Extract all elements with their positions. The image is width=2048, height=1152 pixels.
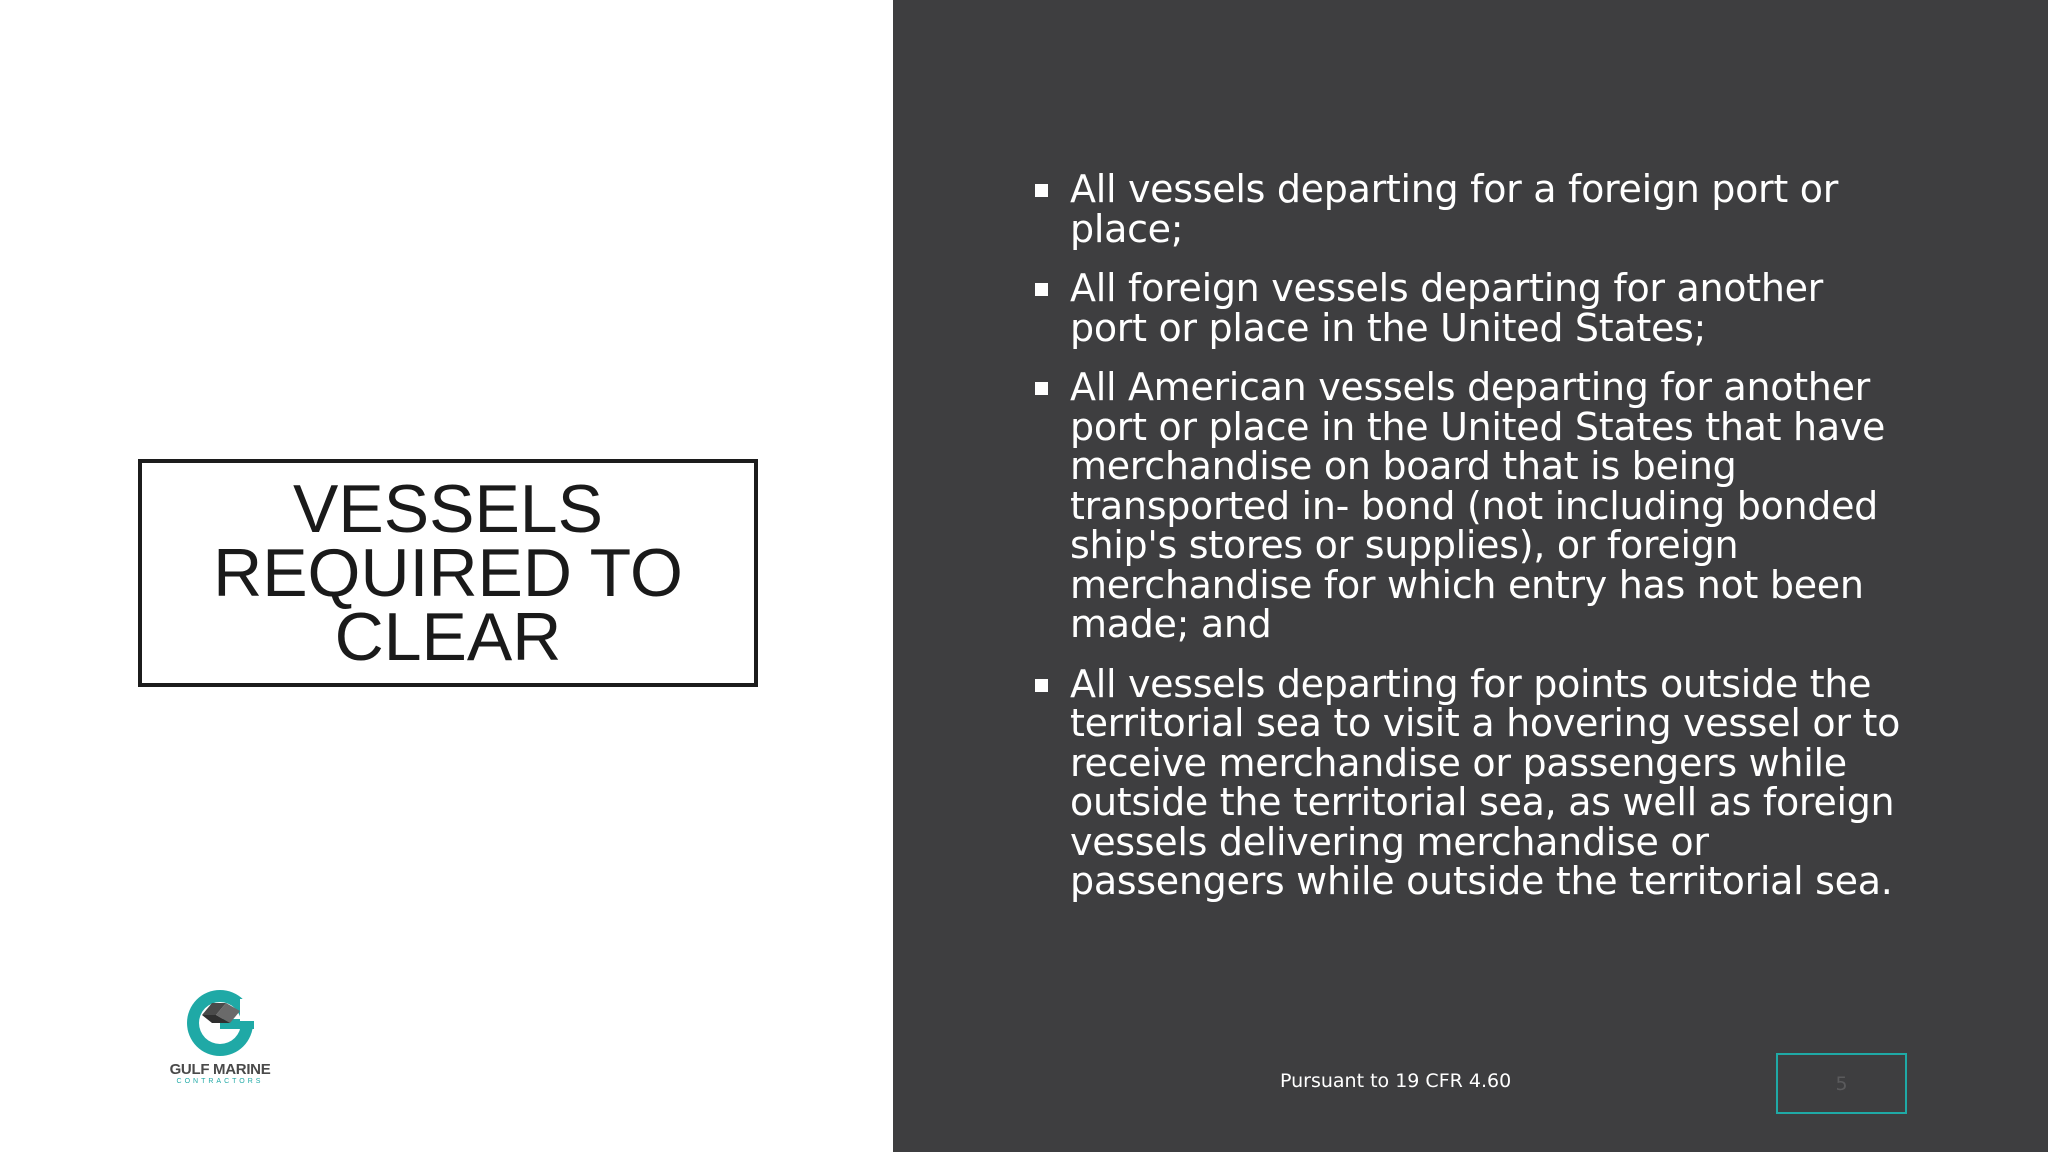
square-bullet-icon	[1035, 679, 1048, 692]
footer-citation: Pursuant to 19 CFR 4.60	[1280, 1070, 1512, 1092]
bullet-text: All vessels departing for a foreign port or place;	[1070, 167, 1839, 251]
gulf-marine-logo-icon	[160, 985, 280, 1061]
bullet-item	[1030, 661, 1910, 903]
page-number: 5	[1776, 1053, 1907, 1114]
bullet-text: All vessels departing for points outside the territorial sea to visit a hovering vessel or to receive merchandise or passengers while outside the territorial sea, as well as foreign vessels delivering merchandise or passengers while outside the territorial sea.	[1070, 661, 1901, 903]
bullet-list	[1030, 167, 1910, 922]
slide-title: VESSELS REQUIRED TO CLEAR	[213, 471, 683, 675]
bullet-item	[1030, 365, 1910, 646]
square-bullet-icon	[1035, 382, 1048, 395]
bullet-text: All American vessels departing for another port or place in the United States that have merchandise on board that is being transported in- bond (not including bonded ship's stores or supplies), or foreign merchandise for which entry has not been made; and	[1070, 365, 1886, 646]
title-box	[138, 459, 758, 687]
logo-subtitle: CONTRACTORS	[176, 1078, 264, 1085]
left-panel	[0, 0, 893, 1152]
square-bullet-icon	[1035, 283, 1048, 296]
square-bullet-icon	[1035, 184, 1048, 197]
bullet-item	[1030, 167, 1910, 251]
logo-name: GULF MARINE	[169, 1061, 271, 1078]
company-logo	[160, 985, 280, 1085]
bullet-item	[1030, 266, 1910, 350]
bullet-text: All foreign vessels departing for another port or place in the United States;	[1070, 266, 1824, 350]
